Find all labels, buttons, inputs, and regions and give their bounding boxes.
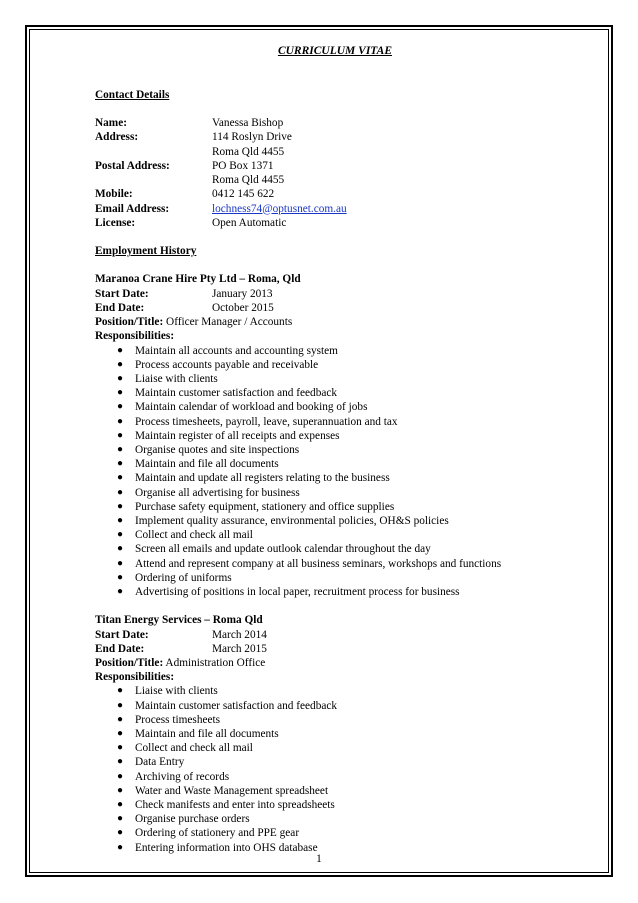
- bullet-icon: ●: [117, 585, 124, 597]
- responsibility-text: Archiving of records: [135, 770, 230, 783]
- responsibility-item: [95, 798, 575, 812]
- job-entry: [95, 272, 575, 599]
- responsibility-item: [95, 755, 575, 769]
- responsibility-text: Data Entry: [135, 756, 185, 769]
- responsibilities-list: [95, 344, 575, 600]
- job-position-row: [95, 315, 575, 329]
- contact-value: PO Box 1371: [212, 159, 274, 172]
- responsibility-item: [95, 429, 575, 443]
- job-entry: [95, 613, 575, 854]
- bullet-icon: ●: [117, 372, 124, 384]
- responsibility-item: [95, 699, 575, 713]
- job-end-label: End Date:: [95, 642, 145, 655]
- responsibility-text: Maintain calendar of workload and booking of jobs: [135, 401, 368, 414]
- contact-row-address: [95, 130, 575, 144]
- job-company: Titan Energy Services – Roma Qld: [95, 614, 263, 627]
- responsibility-text: Ordering of stationery and PPE gear: [135, 827, 300, 840]
- bullet-icon: ●: [117, 827, 124, 839]
- email-link[interactable]: lochness74@optusnet.com.au: [212, 202, 347, 215]
- responsibility-item: [95, 585, 575, 599]
- responsibility-text: Screen all emails and update outlook calendar throughout the day: [135, 543, 431, 556]
- bullet-icon: ●: [117, 685, 124, 697]
- responsibility-text: Maintain customer satisfaction and feedback: [135, 699, 338, 712]
- job-position-label: Position/Title:: [95, 656, 164, 669]
- responsibility-item: [95, 684, 575, 698]
- responsibility-item: [95, 457, 575, 471]
- responsibility-item: [95, 372, 575, 386]
- employment-heading: Employment History: [95, 245, 197, 258]
- responsibility-text: Maintain register of all receipts and expenses: [135, 429, 340, 442]
- bullet-icon: ●: [117, 557, 124, 569]
- responsibility-text: Maintain customer satisfaction and feedback: [135, 387, 338, 400]
- contact-value: Roma Qld 4455: [212, 174, 285, 187]
- job-position-row: [95, 656, 575, 670]
- job-start-value: March 2014: [212, 628, 267, 641]
- bullet-icon: ●: [117, 798, 124, 810]
- job-start-row: [95, 628, 575, 642]
- job-end-row: [95, 301, 575, 315]
- responsibility-item: [95, 557, 575, 571]
- bullet-icon: ●: [117, 756, 124, 768]
- job-responsibilities-label: Responsibilities:: [95, 671, 175, 684]
- contact-row-mobile: [95, 187, 575, 201]
- responsibility-text: Liaise with clients: [135, 372, 218, 385]
- responsibility-item: [95, 812, 575, 826]
- job-end-value: October 2015: [212, 301, 274, 314]
- bullet-icon: ●: [117, 500, 124, 512]
- contact-value: 114 Roslyn Drive: [212, 131, 292, 144]
- job-position-label: Position/Title:: [95, 316, 164, 329]
- responsibility-item: [95, 713, 575, 727]
- document-title: CURRICULUM VITAE: [277, 45, 393, 57]
- contact-value: Roma Qld 4455: [212, 145, 285, 158]
- responsibility-text: Collect and check all mail: [135, 529, 253, 542]
- responsibilities-list: [95, 684, 575, 854]
- bullet-icon: ●: [117, 514, 124, 526]
- bullet-icon: ●: [117, 415, 124, 427]
- responsibility-item: [95, 443, 575, 457]
- contact-value: 0412 145 622: [212, 188, 275, 201]
- responsibility-item: [95, 344, 575, 358]
- contact-row-license: [95, 216, 575, 230]
- contact-label: Name:: [95, 117, 127, 130]
- bullet-icon: ●: [117, 387, 124, 399]
- responsibility-item: [95, 500, 575, 514]
- responsibility-item: [95, 741, 575, 755]
- responsibility-item: [95, 826, 575, 840]
- contact-row-name: [95, 116, 575, 130]
- contact-row-postal-line2: [95, 173, 575, 187]
- job-company: Maranoa Crane Hire Pty Ltd – Roma, Qld: [95, 273, 301, 286]
- responsibility-text: Process timesheets: [135, 713, 221, 726]
- bullet-icon: ●: [117, 344, 124, 356]
- contact-row-address-line2: [95, 145, 575, 159]
- bullet-icon: ●: [117, 458, 124, 470]
- contact-label: Address:: [95, 131, 139, 144]
- bullet-icon: ●: [117, 571, 124, 583]
- responsibility-item: [95, 528, 575, 542]
- bullet-icon: ●: [117, 543, 124, 555]
- responsibility-item: [95, 784, 575, 798]
- bullet-icon: ●: [117, 358, 124, 370]
- responsibility-text: Process accounts payable and receivable: [135, 358, 319, 371]
- bullet-icon: ●: [117, 443, 124, 455]
- job-start-label: Start Date:: [95, 628, 149, 641]
- contact-row-email: [95, 202, 575, 216]
- responsibility-text: Process timesheets, payroll, leave, superannuation and tax: [135, 415, 398, 428]
- responsibility-text: Ordering of uniforms: [135, 571, 232, 584]
- responsibility-text: Organise quotes and site inspections: [135, 443, 300, 456]
- contact-heading: Contact Details: [95, 88, 170, 101]
- bullet-icon: ●: [117, 713, 124, 725]
- page-number: 1: [316, 853, 322, 865]
- responsibility-item: [95, 727, 575, 741]
- job-position-value: Officer Manager / Accounts: [166, 316, 293, 329]
- responsibility-text: Maintain and file all documents: [135, 458, 279, 471]
- bullet-icon: ●: [117, 742, 124, 754]
- contact-label: Postal Address:: [95, 159, 170, 172]
- job-start-value: January 2013: [212, 287, 273, 300]
- responsibility-item: [95, 471, 575, 485]
- responsibility-item: [95, 770, 575, 784]
- contact-label: Email Address:: [95, 202, 170, 215]
- job-responsibilities-label: Responsibilities:: [95, 330, 175, 343]
- contact-value: Open Automatic: [212, 216, 287, 229]
- responsibility-text: Organise purchase orders: [135, 813, 250, 826]
- responsibility-text: Liaise with clients: [135, 685, 218, 698]
- bullet-icon: ●: [117, 472, 124, 484]
- responsibility-text: Organise all advertising for business: [135, 486, 300, 499]
- contact-label: [95, 173, 212, 187]
- job-start-label: Start Date:: [95, 287, 149, 300]
- bullet-icon: ●: [117, 429, 124, 441]
- responsibility-text: Check manifests and enter into spreadsheets: [135, 798, 335, 811]
- document-page: [95, 44, 575, 855]
- responsibility-text: Maintain and update all registers relating to the business: [135, 472, 390, 485]
- bullet-icon: ●: [117, 486, 124, 498]
- bullet-icon: ●: [117, 401, 124, 413]
- job-end-label: End Date:: [95, 301, 145, 314]
- contact-label: License:: [95, 216, 136, 229]
- responsibility-item: [95, 542, 575, 556]
- contact-label: Mobile:: [95, 188, 133, 201]
- responsibility-item: [95, 486, 575, 500]
- bullet-icon: ●: [117, 784, 124, 796]
- responsibility-text: Purchase safety equipment, stationery and office supplies: [135, 500, 395, 513]
- responsibility-text: Entering information into OHS database: [135, 841, 318, 854]
- responsibility-item: [95, 400, 575, 414]
- responsibility-text: Maintain and file all documents: [135, 727, 279, 740]
- responsibility-text: Water and Waste Management spreadsheet: [135, 784, 329, 797]
- bullet-icon: ●: [117, 727, 124, 739]
- job-position-value: Administration Office: [165, 656, 266, 669]
- bullet-icon: ●: [117, 813, 124, 825]
- responsibility-item: [95, 514, 575, 528]
- job-end-row: [95, 642, 575, 656]
- responsibility-text: Advertising of positions in local paper, recruitment process for business: [135, 585, 460, 598]
- responsibility-text: Attend and represent company at all business seminars, workshops and functions: [135, 557, 502, 570]
- responsibility-item: [95, 386, 575, 400]
- bullet-icon: ●: [117, 699, 124, 711]
- responsibility-text: Maintain all accounts and accounting system: [135, 344, 338, 357]
- job-end-value: March 2015: [212, 642, 267, 655]
- contact-value: Vanessa Bishop: [212, 117, 284, 130]
- responsibility-text: Collect and check all mail: [135, 742, 253, 755]
- bullet-icon: ●: [117, 841, 124, 853]
- contact-details: [95, 116, 575, 230]
- bullet-icon: ●: [117, 529, 124, 541]
- contact-label: [95, 145, 212, 159]
- responsibility-item: [95, 571, 575, 585]
- job-start-row: [95, 287, 575, 301]
- bullet-icon: ●: [117, 770, 124, 782]
- responsibility-item: [95, 358, 575, 372]
- responsibility-item: [95, 415, 575, 429]
- contact-row-postal: [95, 159, 575, 173]
- responsibility-text: Implement quality assurance, environmental policies, OH&S policies: [135, 514, 449, 527]
